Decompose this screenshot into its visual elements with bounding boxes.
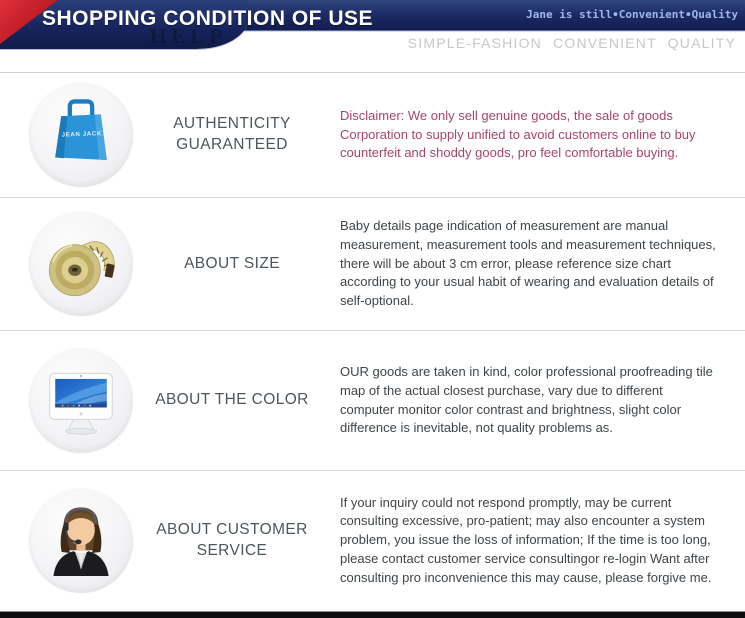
shopping-bag-icon bbox=[29, 83, 133, 187]
row-label: ABOUT THE COLOR bbox=[155, 391, 309, 409]
row-description: Disclaimer: We only sell genuine goods, the sale of goods Corporation to supply unified to avoid customers online to buy counterfeit and shoddy goods, pro feel comfortable buying. bbox=[340, 107, 696, 161]
tape-measure-icon bbox=[29, 212, 133, 316]
header-tagline: Jane is still∙Convenient∙Quality bbox=[526, 8, 738, 21]
monitor-icon bbox=[29, 349, 133, 453]
bottom-border-bar bbox=[0, 611, 745, 618]
row-authenticity bbox=[0, 73, 745, 198]
row-description: If your inquiry could not respond promptly, may be current consulting excessive, pro-patient; may also encounter a system problem, you issue the loss of information; If the time is too long, please contact customer service consultingor re-login Want after consulting pro inconvenience this may cause, please forgive me. bbox=[340, 494, 712, 585]
customer-service-icon bbox=[29, 489, 133, 593]
row-description: OUR goods are taken in kind, color professional proofreading tile map of the actual closest purchase, vary due to different computer monitor color contrast and brightness, slight color difference is inevitable, not quality problems as. bbox=[340, 364, 713, 436]
row-customer-service bbox=[0, 471, 745, 610]
row-label: ABOUT CUSTOMER SERVICE bbox=[156, 520, 308, 559]
header-subtitle: SIMPLE-FASHION CONVENIENT QUALITY bbox=[407, 35, 736, 51]
svg-text:JEAN JACK: JEAN JACK bbox=[61, 131, 103, 139]
page-title: SHOPPING CONDITION OF USE bbox=[42, 7, 374, 30]
row-color bbox=[0, 331, 745, 471]
row-label: ABOUT SIZE bbox=[184, 254, 280, 272]
row-size bbox=[0, 198, 745, 331]
header-watermark: HELP bbox=[150, 24, 228, 48]
row-label: AUTHENTICITY GUARANTEED bbox=[173, 115, 291, 153]
conditions-list bbox=[0, 72, 745, 610]
row-description: Baby details page indication of measurement are manual measurement, measurement tools and measurement techniques, there will be about 3 cm error, please reference size chart according to your usual habit of wearing and evaluation details of self-optional. bbox=[340, 218, 716, 309]
